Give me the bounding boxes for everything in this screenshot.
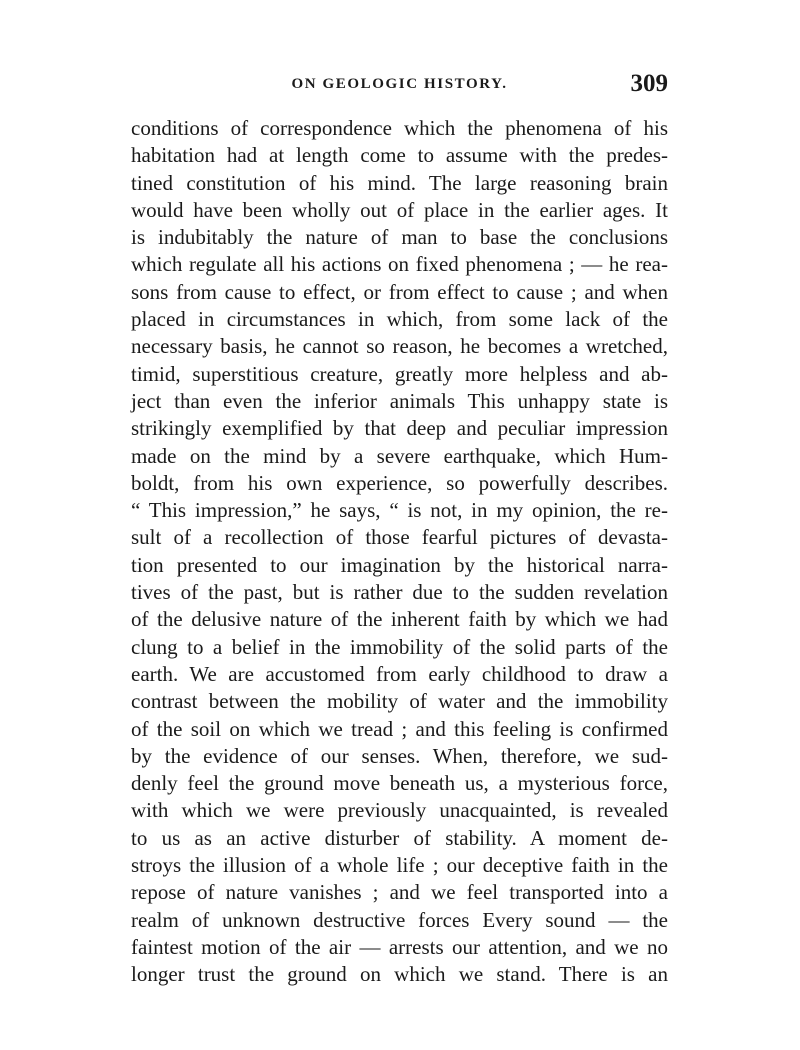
text-line: stroys the illusion of a whole life ; our deceptive faith in the xyxy=(131,853,668,878)
text-line: sons from cause to effect, or from effect to cause ; and when xyxy=(131,279,668,304)
text-line: boldt, from his own experience, so powerfully describes. xyxy=(131,470,668,495)
text-line: which regulate all his actions on fixed phenomena ; — he rea- xyxy=(131,252,668,277)
text-line: tion presented to our imagination by the historical narra- xyxy=(131,552,668,577)
running-title: ON GEOLOGIC HISTORY. xyxy=(291,76,508,92)
text-line: ject than even the inferior animals This unhappy state is xyxy=(131,388,668,413)
running-head xyxy=(131,70,668,102)
text-line: timid, superstitious creature, greatly more helpless and ab- xyxy=(131,361,668,386)
text-line: with which we were previously unacquainted, is revealed xyxy=(131,798,668,823)
body-text xyxy=(131,115,668,989)
text-line: of the delusive nature of the inherent faith by which we had xyxy=(131,607,668,632)
text-line: earth. We are accustomed from early childhood to draw a xyxy=(131,661,668,686)
text-line: “ This impression,” he says, “ is not, in my opinion, the re- xyxy=(131,498,668,523)
text-line: would have been wholly out of place in the earlier ages. It xyxy=(131,197,668,222)
text-line: conditions of correspondence which the phenomena of his xyxy=(131,116,668,140)
page-number: 309 xyxy=(630,70,668,97)
text-line: realm of unknown destructive forces Every sound — the xyxy=(131,907,668,932)
text-line: clung to a belief in the immobility of the solid parts of the xyxy=(131,634,668,659)
text-line: tined constitution of his mind. The large reasoning brain xyxy=(131,170,668,195)
text-line: necessary basis, he cannot so reason, he becomes a wretched, xyxy=(131,334,668,359)
text-line: strikingly exemplified by that deep and peculiar impression xyxy=(131,416,668,441)
text-line: made on the mind by a severe earthquake, which Hum- xyxy=(131,443,668,468)
text-line: denly feel the ground move beneath us, a mysterious force, xyxy=(131,771,668,796)
text-line: sult of a recollection of those fearful pictures of devasta- xyxy=(131,525,668,550)
text-line: placed in circumstances in which, from some lack of the xyxy=(131,307,668,332)
text-line: contrast between the mobility of water and the immobility xyxy=(131,689,668,714)
text-line: habitation had at length come to assume with the predes- xyxy=(131,143,668,168)
text-line: by the evidence of our senses. When, therefore, we sud- xyxy=(131,743,668,768)
text-line: longer trust the ground on which we stand. There is an xyxy=(131,962,668,987)
text-line: repose of nature vanishes ; and we feel transported into a xyxy=(131,880,668,905)
text-line: faintest motion of the air — arrests our attention, and we no xyxy=(131,934,668,959)
text-line: is indubitably the nature of man to base the conclusions xyxy=(131,225,668,250)
text-line: to us as an active disturber of stability. A moment de- xyxy=(131,825,668,850)
text-line: tives of the past, but is rather due to the sudden revelation xyxy=(131,580,668,605)
text-line: of the soil on which we tread ; and this feeling is confirmed xyxy=(131,716,668,741)
